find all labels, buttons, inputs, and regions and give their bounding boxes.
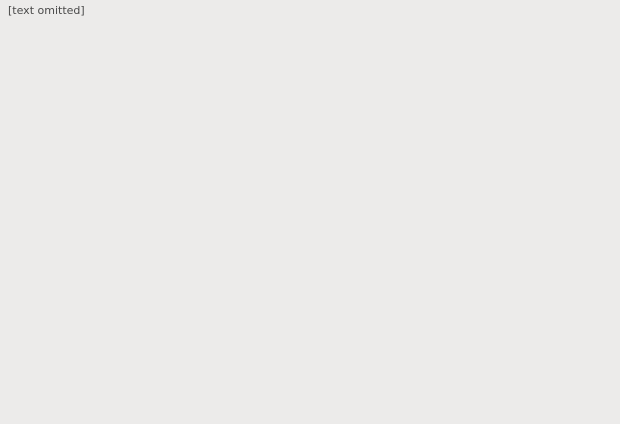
- paragraph: [text omitted]: [8, 4, 85, 17]
